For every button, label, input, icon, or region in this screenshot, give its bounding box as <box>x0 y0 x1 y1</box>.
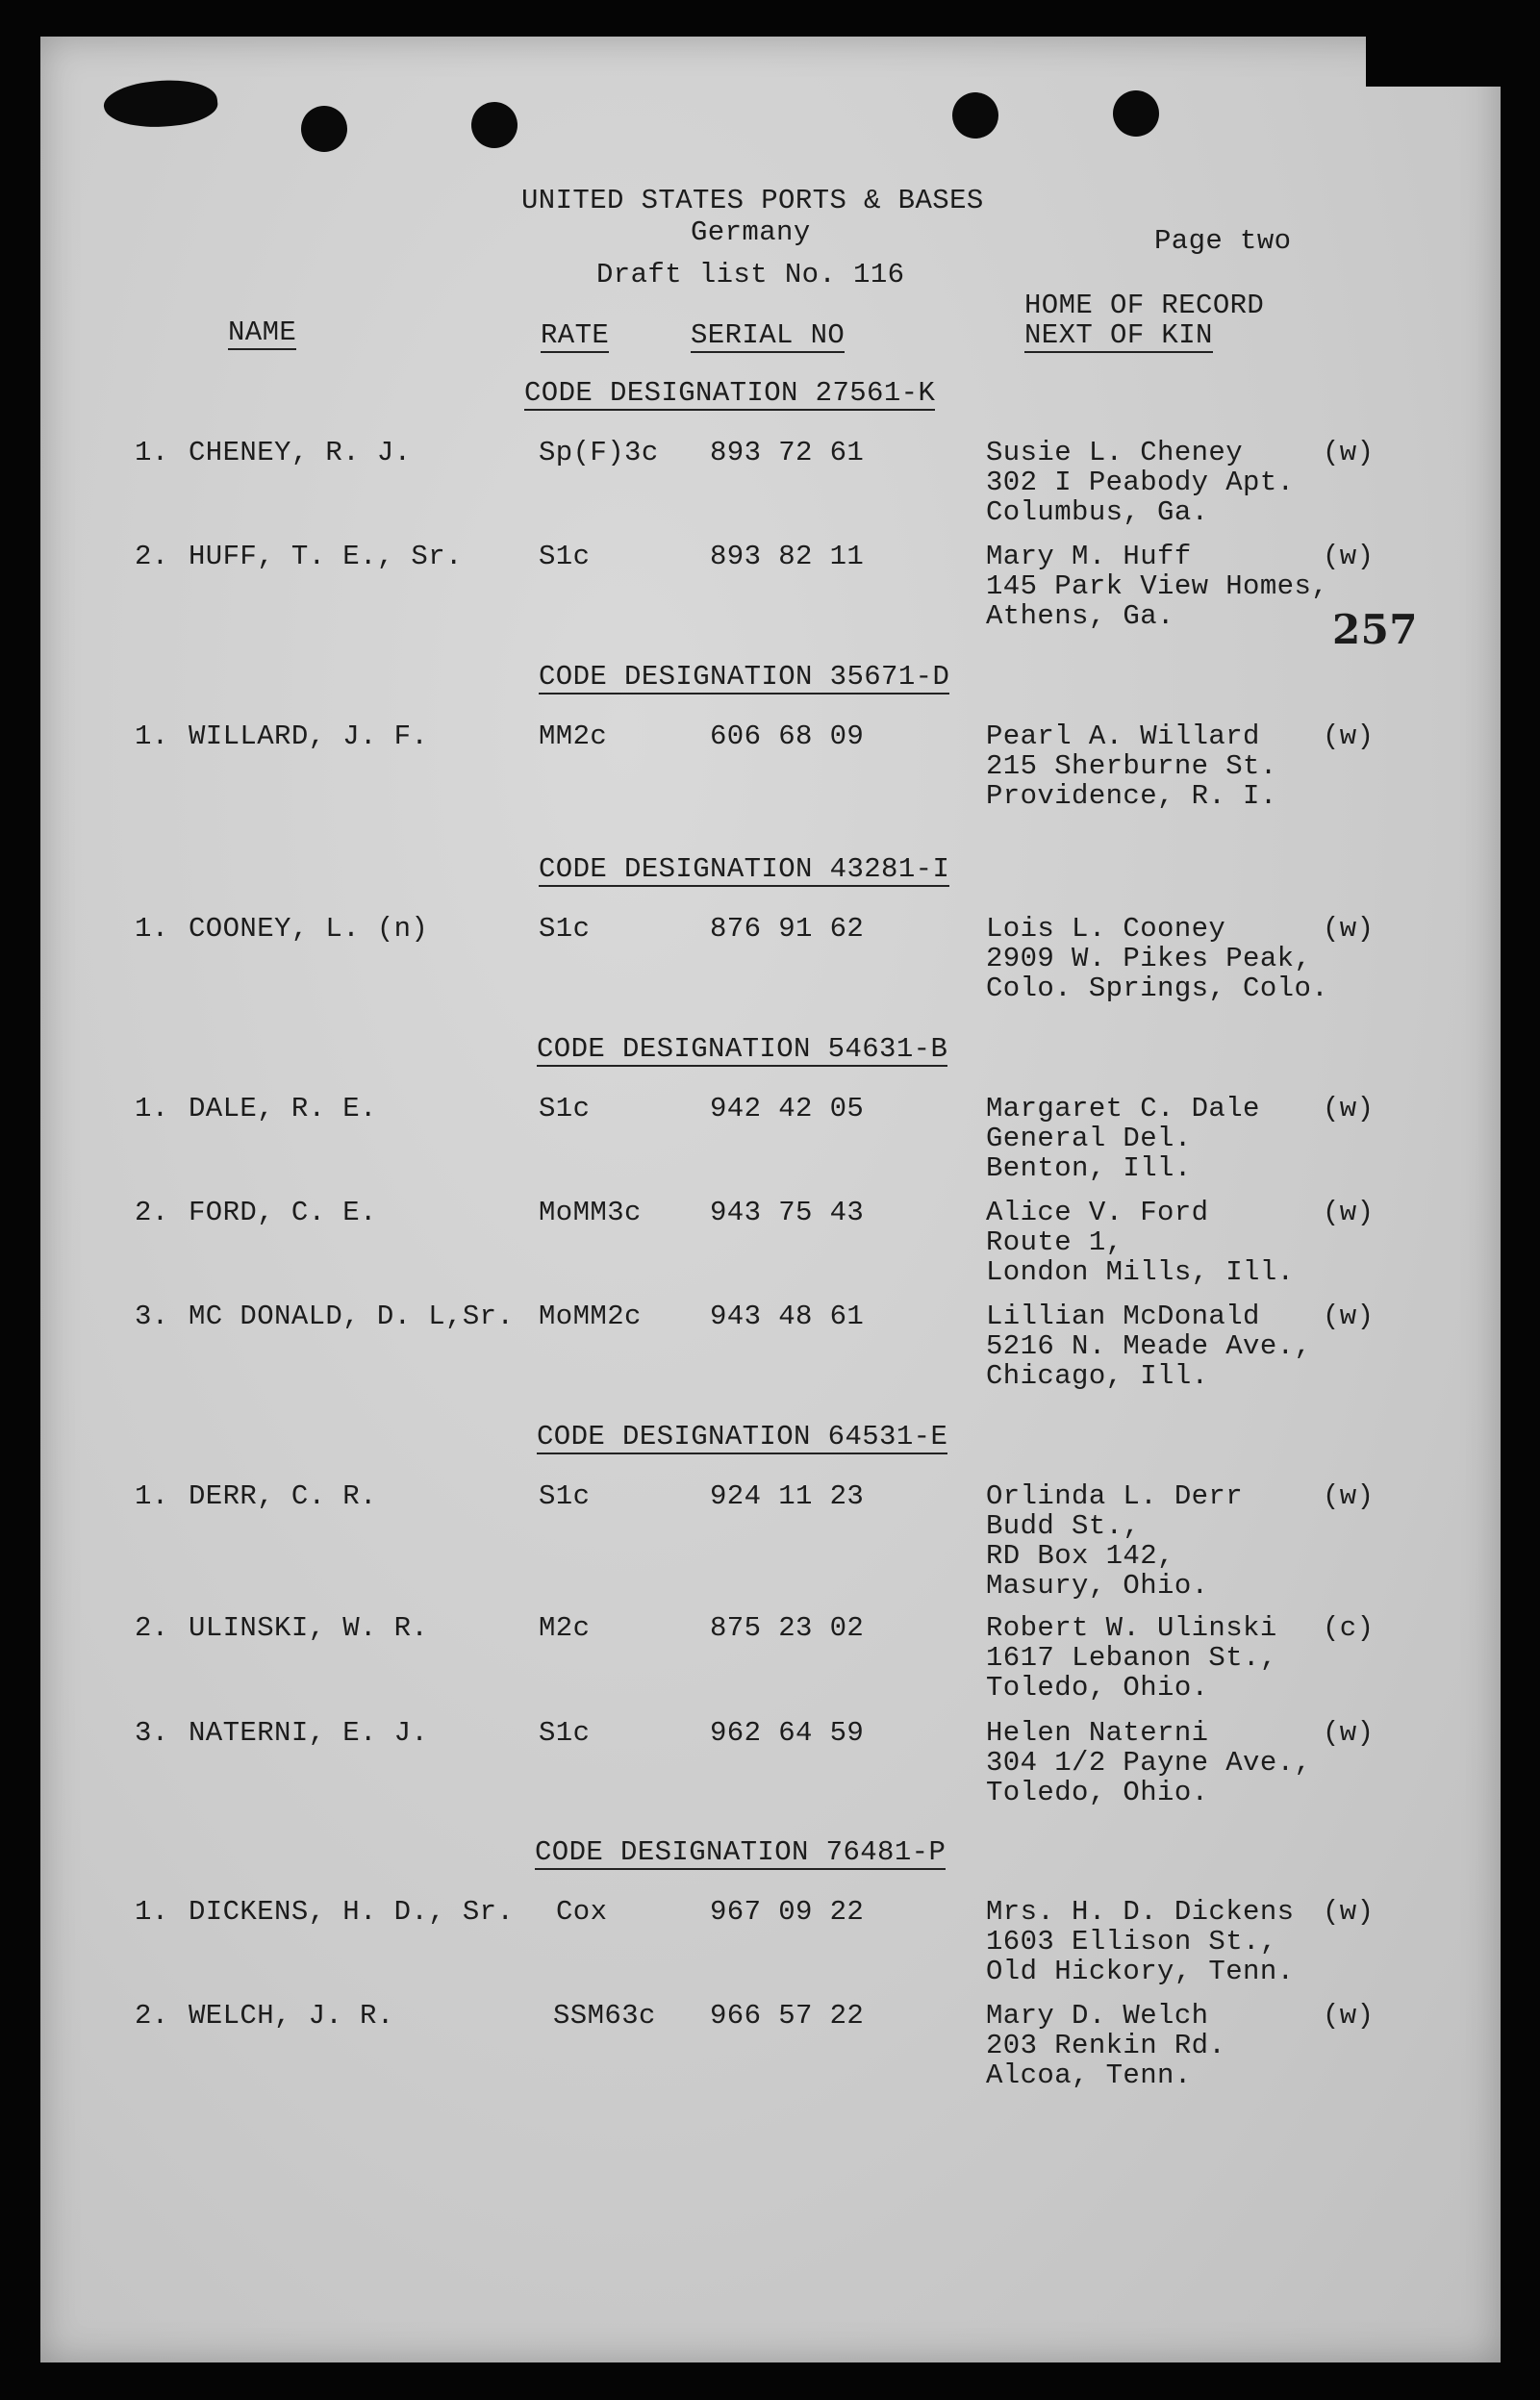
org-subtitle: Germany <box>691 216 811 248</box>
column-header-home: HOME OF RECORD <box>1024 290 1265 321</box>
entry-serial: 943 75 43 <box>710 1197 865 1228</box>
entry-serial: 942 42 05 <box>710 1093 865 1124</box>
entry-number: 1. <box>135 1896 169 1928</box>
punch-hole <box>1113 90 1159 137</box>
entry-rate: MoMM3c <box>539 1197 642 1228</box>
next-of-kin-line: 1603 Ellison St., <box>986 1926 1277 1958</box>
next-of-kin-line: Lois L. Cooney <box>986 913 1226 945</box>
next-of-kin-line: Old Hickory, Tenn. <box>986 1956 1295 1987</box>
entry-mark: (w) <box>1323 1093 1375 1124</box>
entry-rate: S1c <box>539 1717 591 1749</box>
entry-serial: 966 57 22 <box>710 2000 865 2032</box>
next-of-kin-line: Mary M. Huff <box>986 541 1192 572</box>
page-edge-notch <box>1366 37 1501 87</box>
entry-number: 1. <box>135 437 169 468</box>
column-header-kin: NEXT OF KIN <box>1024 319 1213 351</box>
entry-name: COONEY, L. (n) <box>189 913 429 945</box>
entry-rate: Cox <box>556 1896 608 1928</box>
next-of-kin-line: 145 Park View Homes, <box>986 570 1329 602</box>
entry-mark: (w) <box>1323 913 1375 945</box>
entry-rate: Sp(F)3c <box>539 437 659 468</box>
entry-rate: MM2c <box>539 720 608 752</box>
column-header-serial: SERIAL NO <box>691 319 846 351</box>
entry-serial: 924 11 23 <box>710 1480 865 1512</box>
next-of-kin-line: General Del. <box>986 1123 1192 1154</box>
next-of-kin-line: Mary D. Welch <box>986 2000 1209 2032</box>
next-of-kin-line: Lillian McDonald <box>986 1301 1260 1332</box>
next-of-kin-line: Susie L. Cheney <box>986 437 1244 468</box>
next-of-kin-line: Columbus, Ga. <box>986 496 1209 528</box>
entry-number: 2. <box>135 1197 169 1228</box>
entry-name: WELCH, J. R. <box>189 2000 394 2032</box>
next-of-kin-line: 215 Sherburne St. <box>986 750 1277 782</box>
entry-mark: (w) <box>1323 2000 1375 2032</box>
code-designation: CODE DESIGNATION 76481-P <box>535 1836 947 1868</box>
entry-name: DICKENS, H. D., Sr. <box>189 1896 515 1928</box>
entry-rate: SSM63c <box>553 2000 656 2032</box>
entry-rate: M2c <box>539 1612 591 1644</box>
next-of-kin-line: Toledo, Ohio. <box>986 1777 1209 1808</box>
entry-mark: (w) <box>1323 437 1375 468</box>
entry-serial: 606 68 09 <box>710 720 865 752</box>
entry-rate: S1c <box>539 1093 591 1124</box>
entry-mark: (w) <box>1323 720 1375 752</box>
next-of-kin-line: Budd St., <box>986 1510 1141 1542</box>
entry-mark: (w) <box>1323 1896 1375 1928</box>
punch-hole <box>952 92 998 139</box>
next-of-kin-line: Athens, Ga. <box>986 600 1174 632</box>
next-of-kin-line: Toledo, Ohio. <box>986 1672 1209 1704</box>
punch-hole <box>471 102 518 148</box>
entry-serial: 875 23 02 <box>710 1612 865 1644</box>
next-of-kin-line: Providence, R. I. <box>986 780 1277 812</box>
next-of-kin-line: Pearl A. Willard <box>986 720 1260 752</box>
stamp-number: 257 <box>1332 606 1418 653</box>
entry-mark: (w) <box>1323 1717 1375 1749</box>
entry-serial: 893 82 11 <box>710 541 865 572</box>
entry-number: 1. <box>135 720 169 752</box>
next-of-kin-line: Mrs. H. D. Dickens <box>986 1896 1295 1928</box>
entry-name: MC DONALD, D. L,Sr. <box>189 1301 515 1332</box>
entry-name: DALE, R. E. <box>189 1093 377 1124</box>
entry-number: 1. <box>135 1480 169 1512</box>
next-of-kin-line: Alice V. Ford <box>986 1197 1209 1228</box>
entry-name: FORD, C. E. <box>189 1197 377 1228</box>
next-of-kin-line: 203 Renkin Rd. <box>986 2030 1226 2061</box>
punch-hole <box>301 106 347 152</box>
next-of-kin-line: London Mills, Ill. <box>986 1256 1295 1288</box>
next-of-kin-line: Helen Naterni <box>986 1717 1209 1749</box>
next-of-kin-line: Alcoa, Tenn. <box>986 2059 1192 2091</box>
entry-mark: (w) <box>1323 1197 1375 1228</box>
entry-mark: (w) <box>1323 541 1375 572</box>
entry-rate: S1c <box>539 1480 591 1512</box>
entry-serial: 967 09 22 <box>710 1896 865 1928</box>
column-header-name: NAME <box>228 316 297 348</box>
entry-number: 2. <box>135 541 169 572</box>
entry-number: 1. <box>135 1093 169 1124</box>
entry-number: 3. <box>135 1301 169 1332</box>
entry-mark: (c) <box>1323 1612 1375 1644</box>
entry-rate: S1c <box>539 541 591 572</box>
page-number: Page two <box>1154 225 1292 257</box>
draft-list-title: Draft list No. 116 <box>596 259 905 291</box>
next-of-kin-line: Chicago, Ill. <box>986 1360 1209 1392</box>
entry-name: CHENEY, R. J. <box>189 437 412 468</box>
entry-name: NATERNI, E. J. <box>189 1717 429 1749</box>
next-of-kin-line: 1617 Lebanon St., <box>986 1642 1277 1674</box>
next-of-kin-line: Margaret C. Dale <box>986 1093 1260 1124</box>
next-of-kin-line: 304 1/2 Payne Ave., <box>986 1747 1312 1779</box>
entry-mark: (w) <box>1323 1301 1375 1332</box>
entry-name: HUFF, T. E., Sr. <box>189 541 463 572</box>
next-of-kin-line: Route 1, <box>986 1226 1123 1258</box>
org-title: UNITED STATES PORTS & BASES <box>521 185 984 216</box>
next-of-kin-line: 5216 N. Meade Ave., <box>986 1330 1312 1362</box>
code-designation: CODE DESIGNATION 43281-I <box>539 853 950 885</box>
code-designation: CODE DESIGNATION 35671-D <box>539 661 950 693</box>
entry-name: ULINSKI, W. R. <box>189 1612 429 1644</box>
entry-number: 3. <box>135 1717 169 1749</box>
next-of-kin-line: Orlinda L. Derr <box>986 1480 1244 1512</box>
entry-mark: (w) <box>1323 1480 1375 1512</box>
next-of-kin-line: Colo. Springs, Colo. <box>986 973 1329 1004</box>
next-of-kin-line: Masury, Ohio. <box>986 1570 1209 1602</box>
column-header-rate: RATE <box>541 319 610 351</box>
entry-rate: S1c <box>539 913 591 945</box>
entry-name: DERR, C. R. <box>189 1480 377 1512</box>
entry-serial: 876 91 62 <box>710 913 865 945</box>
code-designation: CODE DESIGNATION 64531-E <box>537 1421 948 1453</box>
entry-rate: MoMM2c <box>539 1301 642 1332</box>
next-of-kin-line: 2909 W. Pikes Peak, <box>986 943 1312 974</box>
entry-number: 1. <box>135 913 169 945</box>
entry-serial: 943 48 61 <box>710 1301 865 1332</box>
next-of-kin-line: 302 I Peabody Apt. <box>986 467 1295 498</box>
code-designation: CODE DESIGNATION 27561-K <box>524 377 936 409</box>
entry-serial: 893 72 61 <box>710 437 865 468</box>
entry-name: WILLARD, J. F. <box>189 720 429 752</box>
next-of-kin-line: Benton, Ill. <box>986 1152 1192 1184</box>
entry-number: 2. <box>135 2000 169 2032</box>
next-of-kin-line: RD Box 142, <box>986 1540 1174 1572</box>
entry-number: 2. <box>135 1612 169 1644</box>
next-of-kin-line: Robert W. Ulinski <box>986 1612 1277 1644</box>
entry-serial: 962 64 59 <box>710 1717 865 1749</box>
code-designation: CODE DESIGNATION 54631-B <box>537 1033 948 1065</box>
